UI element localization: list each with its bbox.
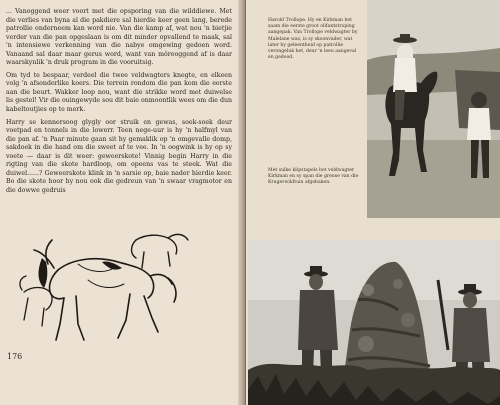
paragraph: ... Vanoggend weer voort met die opsporing van die wilddiewe. Met die verlies van byna al die pakdiere sal hierdie keer geen lang, berede patrollie onderneem kan word nie. Van die kamp af, wat nou 'n bietjie verder van die pan opgeslaan is om dit minder opvallend te maak, sal 'n intensiewe verkenning van die nabye omgewing gedoen word. Vanaand sal daar maar gerus word, want van môreoggend af is daar waarskynlik 'n druk program in die vooruitsig. <box>6 8 232 67</box>
photo-caption-top: Harold Trollope. Hy en Kirkman het saam die eerste groot olifantstroping aangepak. Van Trollope veldwagter by Malelane was, is sy skoonvader, wat later by geleentheid op patrollie verongeluk het, deur 'n leeu aangeval en gedood. <box>268 18 358 61</box>
body-text <box>6 8 232 199</box>
photo-caption-middle: Met sulke klipstapels het veldwagter Kirkman en sy span die grense van die Krugerwildtuin afgebaken. <box>268 168 359 186</box>
paragraph: Harry se kennersoog glygly oor struik en gewas, soek-soek deur voetpad en tonnels in die lowerr. Teen nege-uur is hy 'n halfmyl van die pan af. 'n Paar minute gaan sit hy gemaklik op 'n omgevalle domp, sakdoek in die hand om die sweet af te vee. In 'n oogwink is hy op sy voete — daar is dit weer: geweerskote! Vinnig begin Harry in die rigting van die skote hardloop, om opeens vas te steek. Wat die duiwel......? Geweerskote klink in 'n sarsie op, baie nader hierdie keer. Bo die skote hoor hy nou ook die gedreun van 'n swaar vragmotor en die dowwe gedruis <box>6 118 232 194</box>
paragraph: Om tyd te bespaar, verdeel die twee veldwagters knegte, en elkeen volg 'n afsonderlike koers. Die terrein rondom die pan kom die eerste aan die beurt. Wakker loop nou, want die strikke word met duiwelse lis gestel! Vir die ouingewyde sou dit baie onmoontlik wees om die dun kabeltoutjies op te merk. <box>6 71 232 114</box>
page-number: 176 <box>7 352 23 361</box>
left-page <box>0 0 244 405</box>
wildebeest-sketch <box>18 228 193 346</box>
stone-cairn-photo <box>248 240 500 405</box>
ranger-on-horse-photo <box>367 0 500 218</box>
